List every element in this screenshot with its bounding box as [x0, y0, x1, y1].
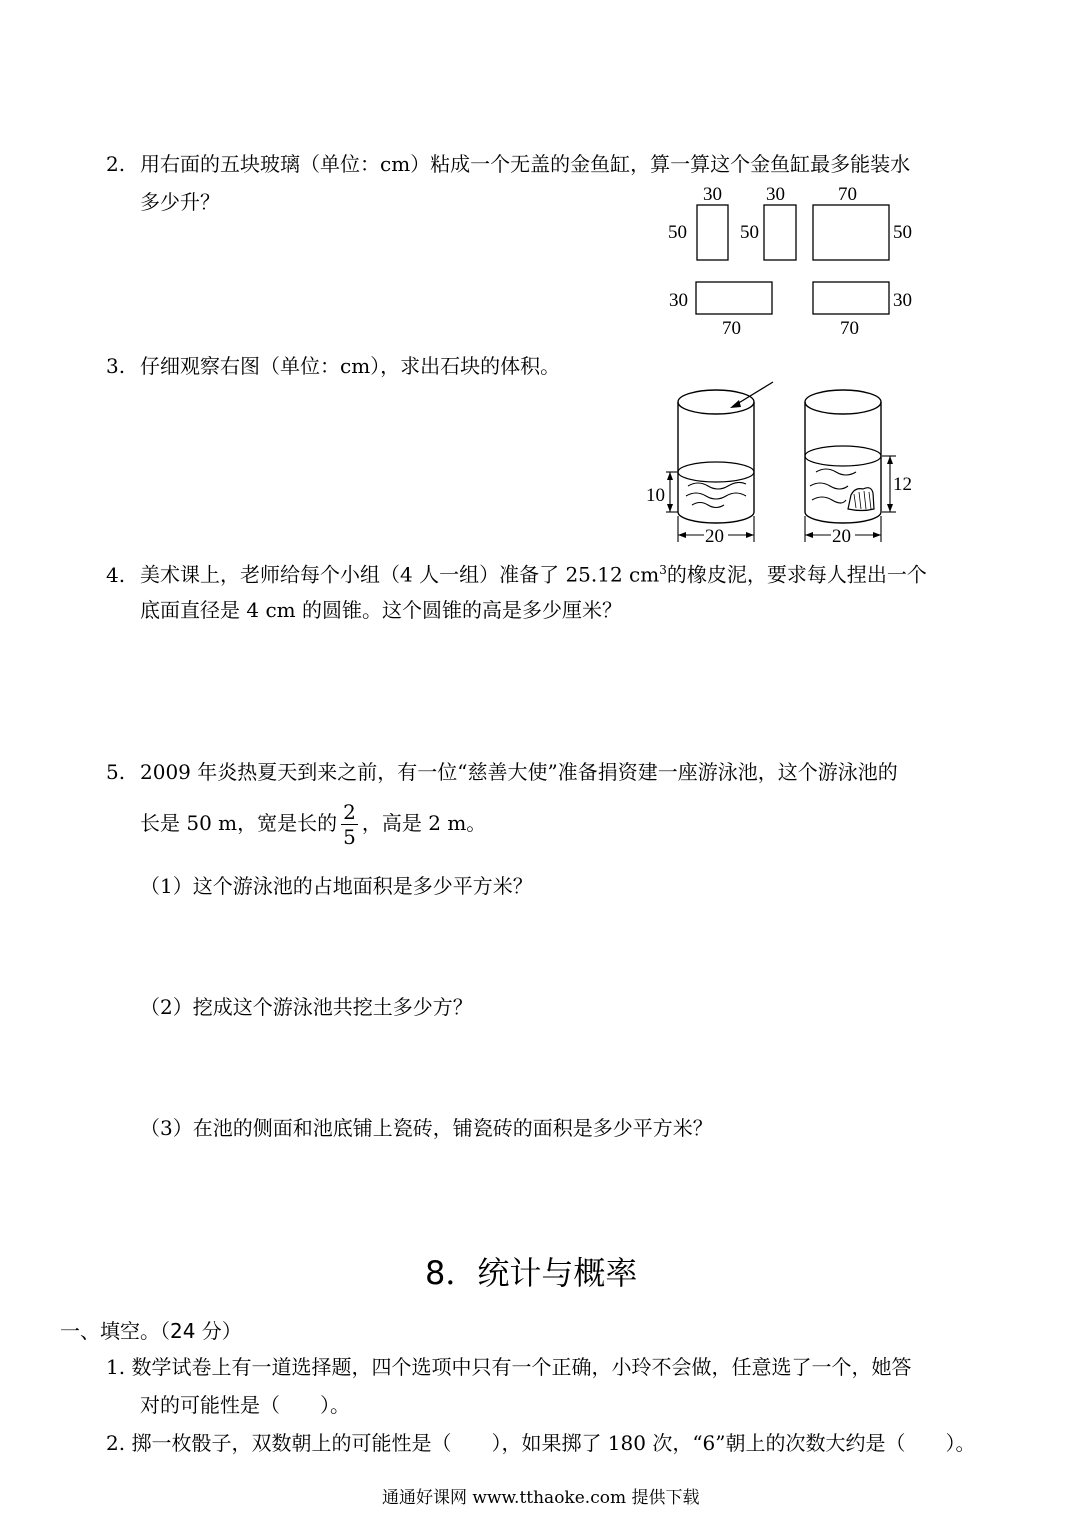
problem-3-number: 3.: [106, 354, 126, 378]
cylinders-figure: [640, 374, 930, 546]
panel-1: [697, 205, 728, 260]
problem-3-line1: 3. 仔细观察右图（单位：cm），求出石块的体积。: [106, 354, 561, 378]
panel-2-width: 30: [766, 184, 785, 205]
panel-3-height: 50: [893, 222, 912, 243]
problem-2-line1: 2. 用右面的五块玻璃（单位：cm）粘成一个无盖的金鱼缸，算一算这个金鱼缸最多能装水: [106, 152, 911, 176]
panel-4-width: 70: [722, 318, 741, 339]
section-q1-line2: 对的可能性是（ ）。: [140, 1393, 350, 1417]
section-q1-line1: 1. 数学试卷上有一道选择题，四个选项中只有一个正确，小玲不会做，任意选了一个，她答: [106, 1355, 912, 1379]
panel-4-height: 30: [669, 290, 688, 311]
panel-3: [813, 205, 889, 260]
panel-5-width: 70: [840, 318, 859, 339]
section-title: 8．统计与概率: [425, 1254, 638, 1292]
footer-text: 通通好课网 www.tthaoke.com 提供下载: [382, 1488, 700, 1508]
fraction-two-fifths: $\frac{2}{5}$: [343, 800, 356, 849]
section-q2-line: 2. 掷一枚骰子，双数朝上的可能性是（ ），如果掷了 180 次，“6”朝上的次数大约是（ ）。: [106, 1431, 976, 1455]
problem-5-sub2: （2）挖成这个游泳池共挖土多少方？: [140, 995, 473, 1019]
diameter-before: 20: [705, 526, 724, 546]
problem-4-line1: 4. 美术课上，老师给每个小组（4 人一组）准备了 25.12 $cm^3$的橡皮泥，要求每人捏出一个: [106, 562, 927, 587]
problem-5-sub3: （3）在池的侧面和池底铺上瓷砖，铺瓷砖的面积是多少平方米？: [140, 1116, 713, 1140]
water-height-before: 10: [646, 485, 665, 506]
panel-5-height: 30: [893, 290, 912, 311]
panel-4: [696, 282, 772, 314]
glass-panels-figure: [660, 178, 930, 343]
panel-5: [813, 282, 889, 314]
problem-5-number: 5.: [106, 760, 126, 784]
part-1-heading: 一、填空。（24 分）: [60, 1319, 242, 1343]
panel-1-width: 30: [703, 184, 722, 205]
problem-5-sub1: （1）这个游泳池的占地面积是多少平方米？: [140, 874, 533, 898]
problem-5-line1: 5. 2009 年炎热夏天到来之前，有一位“慈善大使”准备捐资建一座游泳池，这个游泳池的: [106, 760, 898, 784]
problem-2-line2: 多少升？: [140, 190, 220, 214]
problem-4-line2: 底面直径是 4 cm 的圆锥。这个圆锥的高是多少厘米？: [140, 598, 622, 622]
cylinder-after: [805, 390, 912, 546]
diameter-after: 20: [832, 526, 851, 546]
panel-1-height: 50: [668, 222, 687, 243]
problem-5-line2: 长是 50 m，宽是长的 $\frac{2}{5}$ ，高是 2 m。: [140, 800, 487, 849]
problem-2-number: 2.: [106, 152, 126, 176]
cylinder-before: [646, 382, 773, 546]
panel-2-height: 50: [740, 222, 759, 243]
panel-3-width: 70: [838, 184, 857, 205]
problem-4-number: 4.: [106, 562, 126, 587]
panel-2: [764, 205, 796, 260]
water-height-after: 12: [893, 474, 912, 495]
